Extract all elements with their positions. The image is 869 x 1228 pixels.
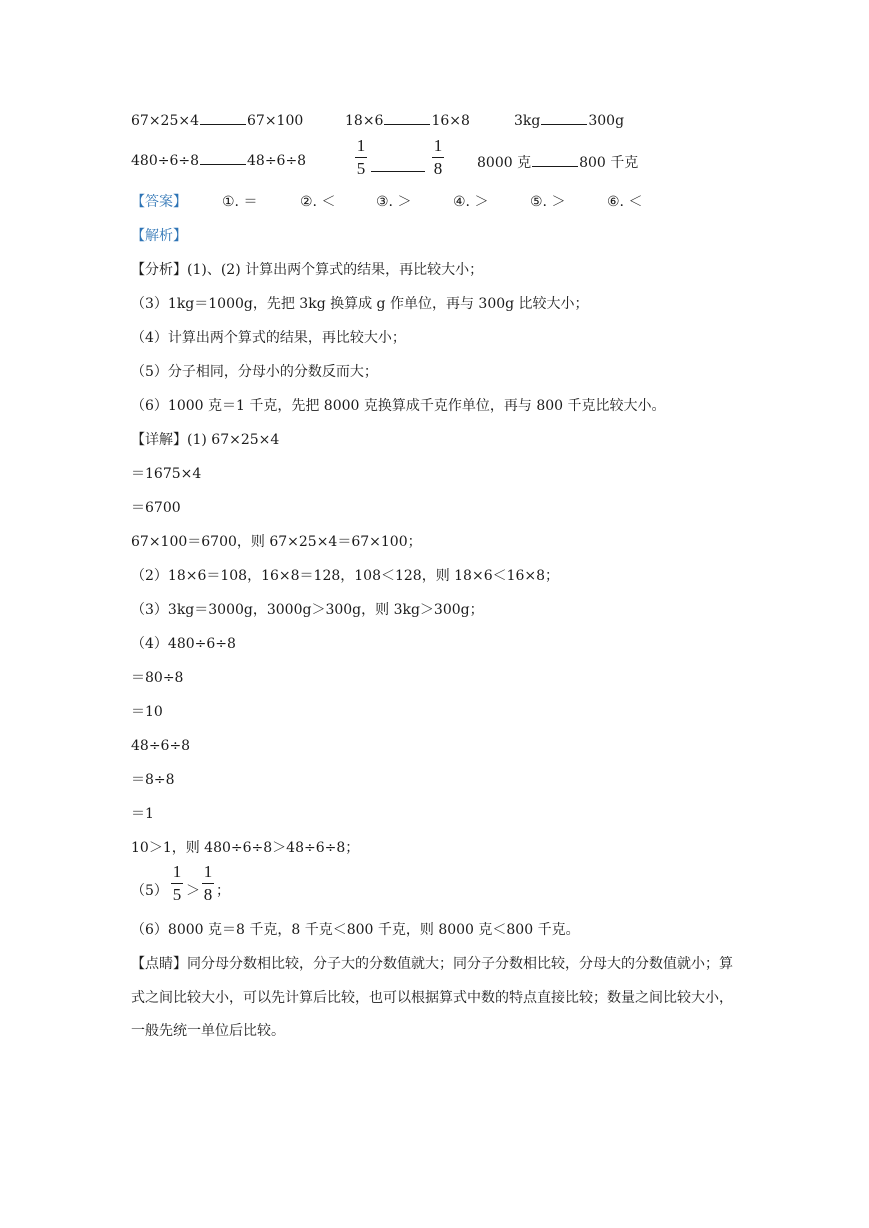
analysis-line: （3）1kg＝1000g，先把 3kg 换算成 g 作单位，再与 300g 比较大小； [131, 296, 589, 312]
answer-blank [541, 112, 587, 125]
detail-line: ＝80÷8 [131, 670, 184, 686]
semicolon: ； [216, 883, 230, 899]
detail-line: （4）480÷6÷8 [131, 636, 236, 652]
comparison-1: 67×25×4 67×100 [131, 113, 304, 129]
answer-item-1: ①. ＝ [222, 194, 258, 210]
fraction-one-fifth: 1 5 [356, 136, 366, 178]
detail-line: ＝6700 [131, 500, 181, 516]
detail-line-5-prefix: （5） [131, 883, 168, 899]
answer-item-4: ④. ＞ [453, 194, 489, 210]
detail-line: （3）3kg＝3000g，3000g＞300g，则 3kg＞300g； [131, 602, 484, 618]
detail-line: 【详解】(1) 67×25×4 [131, 432, 280, 448]
answer-blank [532, 154, 578, 167]
comparison-6: 8000 克 800 千克 [477, 155, 639, 171]
answer-item-2: ②. ＜ [300, 194, 336, 210]
analysis-line: （4）计算出两个算式的结果，再比较大小； [131, 330, 406, 346]
answer-blank [371, 159, 425, 172]
comparison-3: 3kg 300g [514, 113, 625, 129]
answer-blank [384, 112, 430, 125]
detail-line: ＝1 [131, 806, 154, 822]
answer-item-3: ③. ＞ [376, 194, 412, 210]
detail-line: （2）18×6＝108，16×8＝128，108＜128，则 18×6＜16×8； [131, 568, 560, 584]
comparison-4: 480÷6÷8 48÷6÷8 [131, 153, 307, 169]
answer-item-5: ⑤. ＞ [530, 194, 566, 210]
answer-blank [200, 112, 246, 125]
detail-line: ＝10 [131, 704, 163, 720]
comment-paragraph: 【点睛】同分母分数相比较，分子大的分数值就大；同分子分数相比较，分母大的分数值就小；算式之间比较大小，可以先计算后比较，也可以根据算式中数的特点直接比较；数量之间比较大小，一般先统一单位后比较。 [131, 956, 733, 1039]
detail-line: 48÷6÷8 [131, 738, 191, 754]
answer-blank [200, 152, 246, 165]
comparison-2: 18×6 16×8 [345, 113, 470, 129]
fraction-one-eighth: 1 8 [433, 136, 443, 178]
fraction-one-eighth: 1 8 [203, 862, 213, 904]
greater-than-sign: ＞ [186, 883, 200, 899]
detail-line: （6）8000 克＝8 千克，8 千克＜800 千克，则 8000 克＜800 千克。 [131, 922, 580, 938]
analysis-line: （5）分子相同，分母小的分数反而大； [131, 364, 378, 380]
detail-line: ＝8÷8 [131, 772, 175, 788]
detail-line: ＝1675×4 [131, 466, 202, 482]
analysis-label: 【解析】 [131, 228, 187, 244]
fraction-one-fifth: 1 5 [172, 862, 182, 904]
detail-line: 10＞1，则 480÷6÷8＞48÷6÷8； [131, 840, 360, 856]
answer-item-6: ⑥. ＜ [607, 194, 643, 210]
analysis-line: （6）1000 克＝1 千克，先把 8000 克换算成千克作单位，再与 800 千克比较大小。 [131, 398, 666, 414]
analysis-line: 【分析】(1)、(2) 计算出两个算式的结果，再比较大小； [131, 262, 484, 278]
answer-label: 【答案】 [131, 194, 187, 210]
detail-line: 67×100＝6700，则 67×25×4＝67×100； [131, 534, 422, 550]
